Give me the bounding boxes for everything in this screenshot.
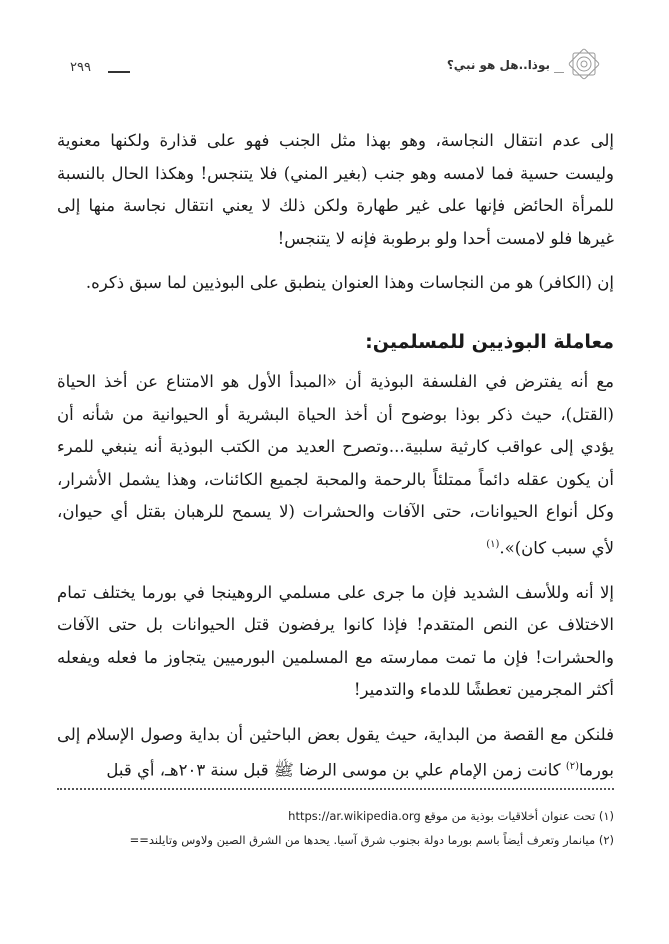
footnote-1-text: تحت عنوان أخلاقيات بوذية من موقع [424, 809, 596, 823]
footnote-2-text: ميانمار وتعرف أيضاً باسم بورما دولة بجنوب شرق آسيا. يحدها من الشرق الصين ولاوس وتايلند== [129, 833, 596, 847]
paragraph-5 [57, 719, 614, 788]
footnote-ref-1[interactable]: (١) [486, 538, 500, 550]
paragraph-4: إلا أنه وللأسف الشديد فإن ما جرى على مسلمي الروهينجا في بورما يختلف تمام الاختلاف عن النص المتقدم! فإذا كانوا يرفضون قتل الحيوانات بل حتى الآفات والحشرات! فإن ما تمت ممارسته مع المسلمين البورميين يتجاوز ما فعله ويفعله أكثر المجرمين تعطشًا للدماء والتدمير! [57, 582, 614, 699]
footnote-2-number: (٢) [598, 833, 614, 847]
page-header [70, 50, 610, 90]
paragraph-5-text-a: فلنكن مع القصة من البداية، حيث يقول بعض الباحثين أن بداية وصول الإسلام إلى بورما [57, 724, 614, 780]
paragraph-3 [57, 366, 614, 565]
footnote-1 [57, 804, 614, 828]
header-divider [554, 72, 564, 73]
section-heading: معاملة البوذيين للمسلمين: [365, 330, 614, 353]
running-title: بوذا..هل هو نبي؟ [446, 58, 550, 72]
page-number: ٢٩٩ [70, 60, 91, 75]
main-text [57, 125, 614, 799]
footnote-1-number: (١) [598, 809, 614, 823]
ornament-icon [564, 44, 604, 84]
paragraph-5-text-b: كانت زمن الإمام علي بن موسى الرضا ﷺ قبل سنة ٢٠٣هـ، أي قبل [106, 760, 566, 780]
footnote-1-link[interactable]: https://ar.wikipedia.org [288, 809, 421, 823]
paragraph-3-text: مع أنه يفترض في الفلسفة البوذية أن «المبدأ الأول هو الامتناع عن أخذ الحياة (القتل)، حيث ذكر بوذا بوضوح أن أخذ الحياة البشرية أو الحيوانية من شأنه أن يؤدي إلى عواقب كارثية سلبية...وتصرح العديد من الكتب البوذية أنه ينبغي للمرء أن يكون عقله دائماً ممتلئاً بالرحمة والمحبة لجميع الكائنات، وهذا يشمل الأشرار، وكل أنواع الحيوانات، حتى الآفات والحشرات (لا يسمح للرهبان بقتل أي حيوان، لأي سبب كان)». [57, 372, 614, 557]
footnote-ref-2[interactable]: (٢) [565, 761, 580, 772]
paragraph-2: إن (الكافر) هو من النجاسات وهذا العنوان ينطبق على البوذيين لما سبق ذكره. [85, 273, 614, 292]
page-number-dash [108, 71, 130, 73]
paragraph-1: إلى عدم انتقال النجاسة، وهو بهذا مثل الجنب فهو على قذارة ولكنها معنوية وليست حسية فما لامسه وهو جنب (بغير المني) فلا يتنجس! وهكذا الحال بالنسبة للمرأة الحائض فإنها على غير طهارة ولكن ذلك لا يعني انتقال نجاسة منها إلى غيرها فلو لامست أحدا ولو برطوبة فإنه لا يتنجس! [57, 131, 614, 248]
footnote-divider [57, 788, 614, 790]
footnote-2 [57, 828, 614, 852]
footnotes [57, 788, 614, 852]
